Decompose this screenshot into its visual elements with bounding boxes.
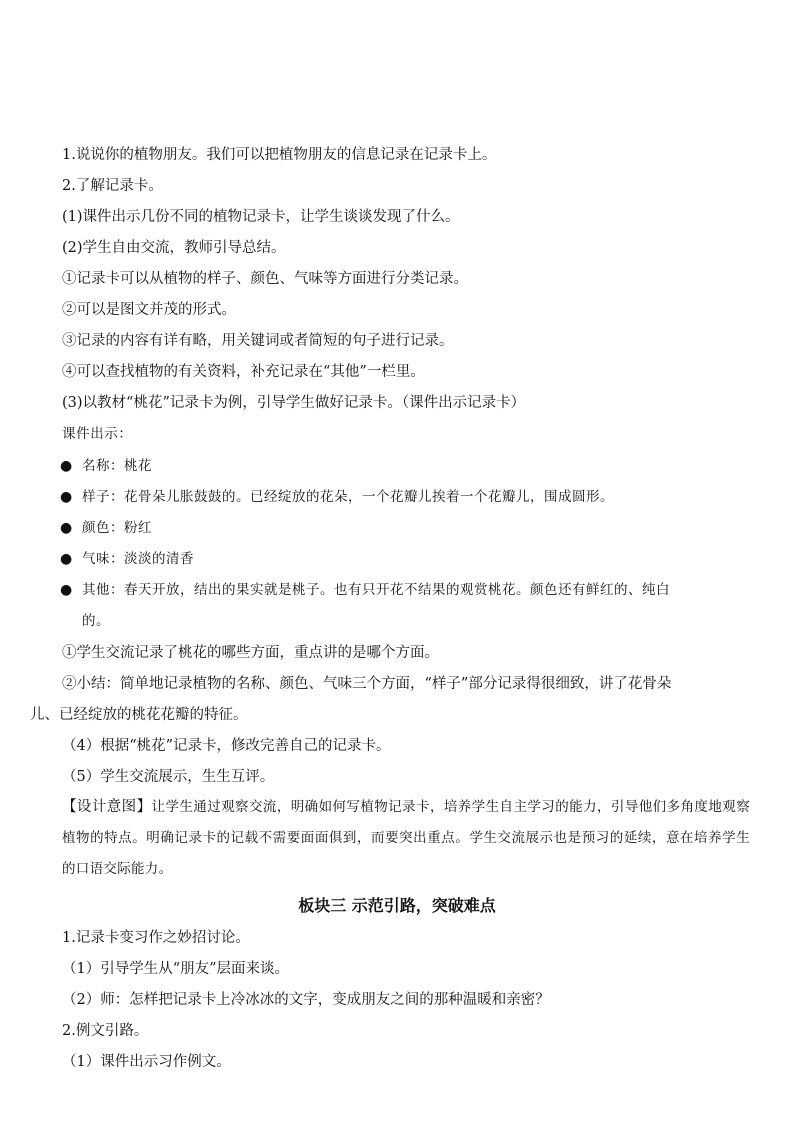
text-line: ②可以是图文并茂的形式。 — [62, 302, 236, 318]
text-line: (3)以教材“桃花”记录卡为例，引导学生做好记录卡。（课件出示记录卡） — [62, 395, 526, 411]
text-line: ①学生交流记录了桃花的哪些方面，重点讲的是哪个方面。 — [62, 645, 439, 661]
design-intent-paragraph — [62, 792, 750, 885]
text-line: （1）引导学生从“朋友”层面来谈。 — [62, 961, 290, 977]
text-line: ③记录的内容有详有略，用关键词或者简短的句子进行记录。 — [62, 333, 454, 349]
text-line: 2.例文引路。 — [62, 1023, 149, 1039]
bullet-dot-icon: ● — [60, 582, 73, 598]
section-heading: 板块三 示范引路，突破难点 — [298, 896, 496, 915]
text-line: ④可以查找植物的有关资料，补充记录在“其他”一栏里。 — [62, 364, 425, 380]
text-line: （1）课件出示习作例文。 — [62, 1054, 231, 1070]
bullet-dot-icon: ● — [60, 520, 73, 536]
bullet-dot-icon: ● — [60, 489, 73, 505]
text-line: 课件出示： — [62, 426, 133, 442]
design-intent-text: 让学生通过观察交流，明确如何写植物记录卡，培养学生自主学习的能力，引导他们多角度地观察植物的特点。明确记录卡的记载不需要面面俱到，而要突出重点。学生交流展示也是预习的延续，意在培养学生的口语交际能力。 — [62, 799, 750, 877]
text-line: 1.记录卡变习作之妙招讨论。 — [62, 930, 250, 946]
design-intent-tag: 【设计意图】 — [62, 799, 152, 815]
text-line: 儿、已经绽放的桃花花瓣的特征。 — [30, 707, 248, 723]
bullet-dot-icon: ● — [60, 551, 73, 567]
bullet-item: ● 气味：淡淡的清香 — [60, 551, 194, 567]
text-line: （2）师：怎样把记录卡上冷冰冰的文字，变成朋友之间的那种温暖和亲密？ — [62, 992, 550, 1008]
text-line: （5）学生交流展示，生生互评。 — [62, 769, 275, 785]
text-line: （4）根据“桃花”记录卡，修改完善自己的记录卡。 — [62, 738, 391, 754]
bullet-item: ● 颜色：粉红 — [60, 520, 152, 536]
bullet-item: ● 样子：花骨朵儿胀鼓鼓的。已经绽放的花朵，一个花瓣儿挨着一个花瓣儿，围成圆形。 — [60, 489, 614, 505]
text-line: (2)学生自由交流，教师引导总结。 — [62, 240, 286, 256]
text-line: 1.说说你的植物朋友。我们可以把植物朋友的信息记录在记录卡上。 — [62, 147, 497, 163]
text-line: ②小结：简单地记录植物的名称、颜色、气味三个方面，“样子”部分记录得很细致，讲了花骨朵 — [62, 676, 672, 692]
text-line: ①记录卡可以从植物的样子、颜色、气味等方面进行分类记录。 — [62, 271, 468, 287]
bullet-item: ● 其他：春天开放，结出的果实就是桃子。也有只开花不结果的观赏桃花。颜色还有鲜红的、纯白 — [60, 582, 670, 598]
bullet-item: ● 名称：桃花 — [60, 458, 152, 474]
text-line: (1)课件出示几份不同的植物记录卡，让学生谈谈发现了什么。 — [62, 209, 460, 225]
bullet-dot-icon: ● — [60, 458, 73, 474]
text-line: 2.了解记录卡。 — [62, 178, 163, 194]
bullet-continuation: 的。 — [82, 613, 110, 629]
